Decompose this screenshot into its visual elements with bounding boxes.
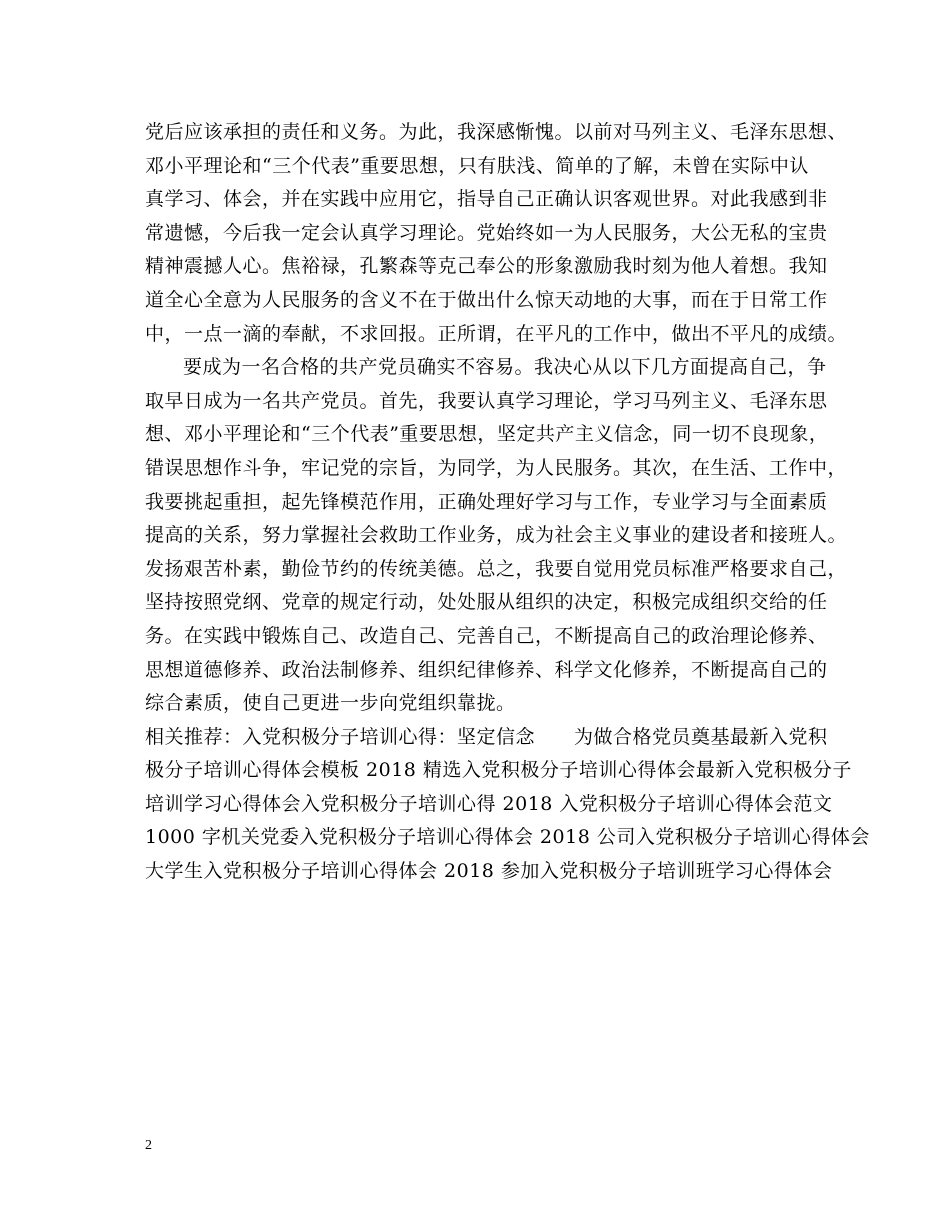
paragraph-2 [145, 351, 848, 721]
text-line: 务。在实践中锻炼自己、改造自己、完善自己，不断提高自己的政治理论修养、 [145, 624, 828, 647]
related-line: 1000 字机关党委入党积极分子培训心得体会 2018 公司入党积极分子培训心得体会 [145, 826, 870, 849]
text-line: 要成为一名合格的共产党员确实不容易。我决心从以下几方面提高自己，争 [183, 356, 827, 379]
text-line: 思想道德修养、政治法制修养、组织纪律修养、科学文化修养，不断提高自己的 [145, 658, 828, 681]
text-line: 发扬艰苦朴素，勤俭节约的传统美德。总之，我要自觉用党员标准严格要求自己， [145, 557, 848, 580]
document-body [145, 116, 870, 889]
text-line: 我要挑起重担，起先锋模范作用，正确处理好学习与工作，专业学习与全面素质 [145, 490, 828, 513]
related-recommendations [145, 721, 870, 889]
text-line: 党后应该承担的责任和义务。为此，我深感惭愧。以前对马列主义、毛泽东思想、 [145, 121, 848, 143]
related-line: 大学生入党积极分子培训心得体会 2018 参加入党积极分子培训班学习心得体会 [145, 860, 833, 883]
text-line: 取早日成为一名共产党员。首先，我要认真学习理论，学习马列主义、毛泽东思 [145, 389, 828, 412]
text-line: 综合素质，使自己更进一步向党组织靠拢。 [145, 692, 516, 715]
related-line: 极分子培训心得体会模板 2018 精选入党积极分子培训心得体会最新入党积极分子 [145, 759, 852, 782]
text-line: 提高的关系，努力掌握社会救助工作业务，成为社会主义事业的建设者和接班人。 [145, 524, 848, 547]
text-line: 中，一点一滴的奉献，不求回报。正所谓，在平凡的工作中，做出不平凡的成绩。 [145, 322, 848, 345]
text-line: 坚持按照党纲、党章的规定行动，处处服从组织的决定，积极完成组织交给的任 [145, 591, 828, 614]
text-line: 精神震撼人心。焦裕禄，孔繁森等克己奉公的形象激励我时刻为他人着想。我知 [145, 255, 828, 278]
text-line: 错误思想作斗争，牢记党的宗旨，为同学，为人民服务。其次，在生活、工作中， [145, 456, 848, 479]
text-line: 邓小平理论和“三个代表”重要思想，只有肤浅、简单的了解，未曾在实际中认 [145, 154, 809, 177]
related-line: 相关推荐：入党积极分子培训心得：坚定信念 为做合格党员奠基最新入党积 [145, 725, 828, 748]
related-line: 培训学习心得体会入党积极分子培训心得 2018 入党积极分子培训心得体会范文 [145, 792, 833, 815]
text-line: 真学习、体会，并在实践中应用它，指导自己正确认识客观世界。对此我感到非 [145, 188, 828, 211]
text-line: 道全心全意为人民服务的含义不在于做出什么惊天动地的大事，而在于日常工作 [145, 288, 828, 311]
text-line: 想、邓小平理论和“三个代表”重要思想，坚定共产主义信念，同一切不良现象， [145, 423, 829, 446]
text-line: 常遗憾，今后我一定会认真学习理论。党始终如一为人民服务，大公无私的宝贵 [145, 221, 828, 244]
paragraph-1 [145, 116, 848, 351]
page-number: 2 [145, 1138, 152, 1153]
